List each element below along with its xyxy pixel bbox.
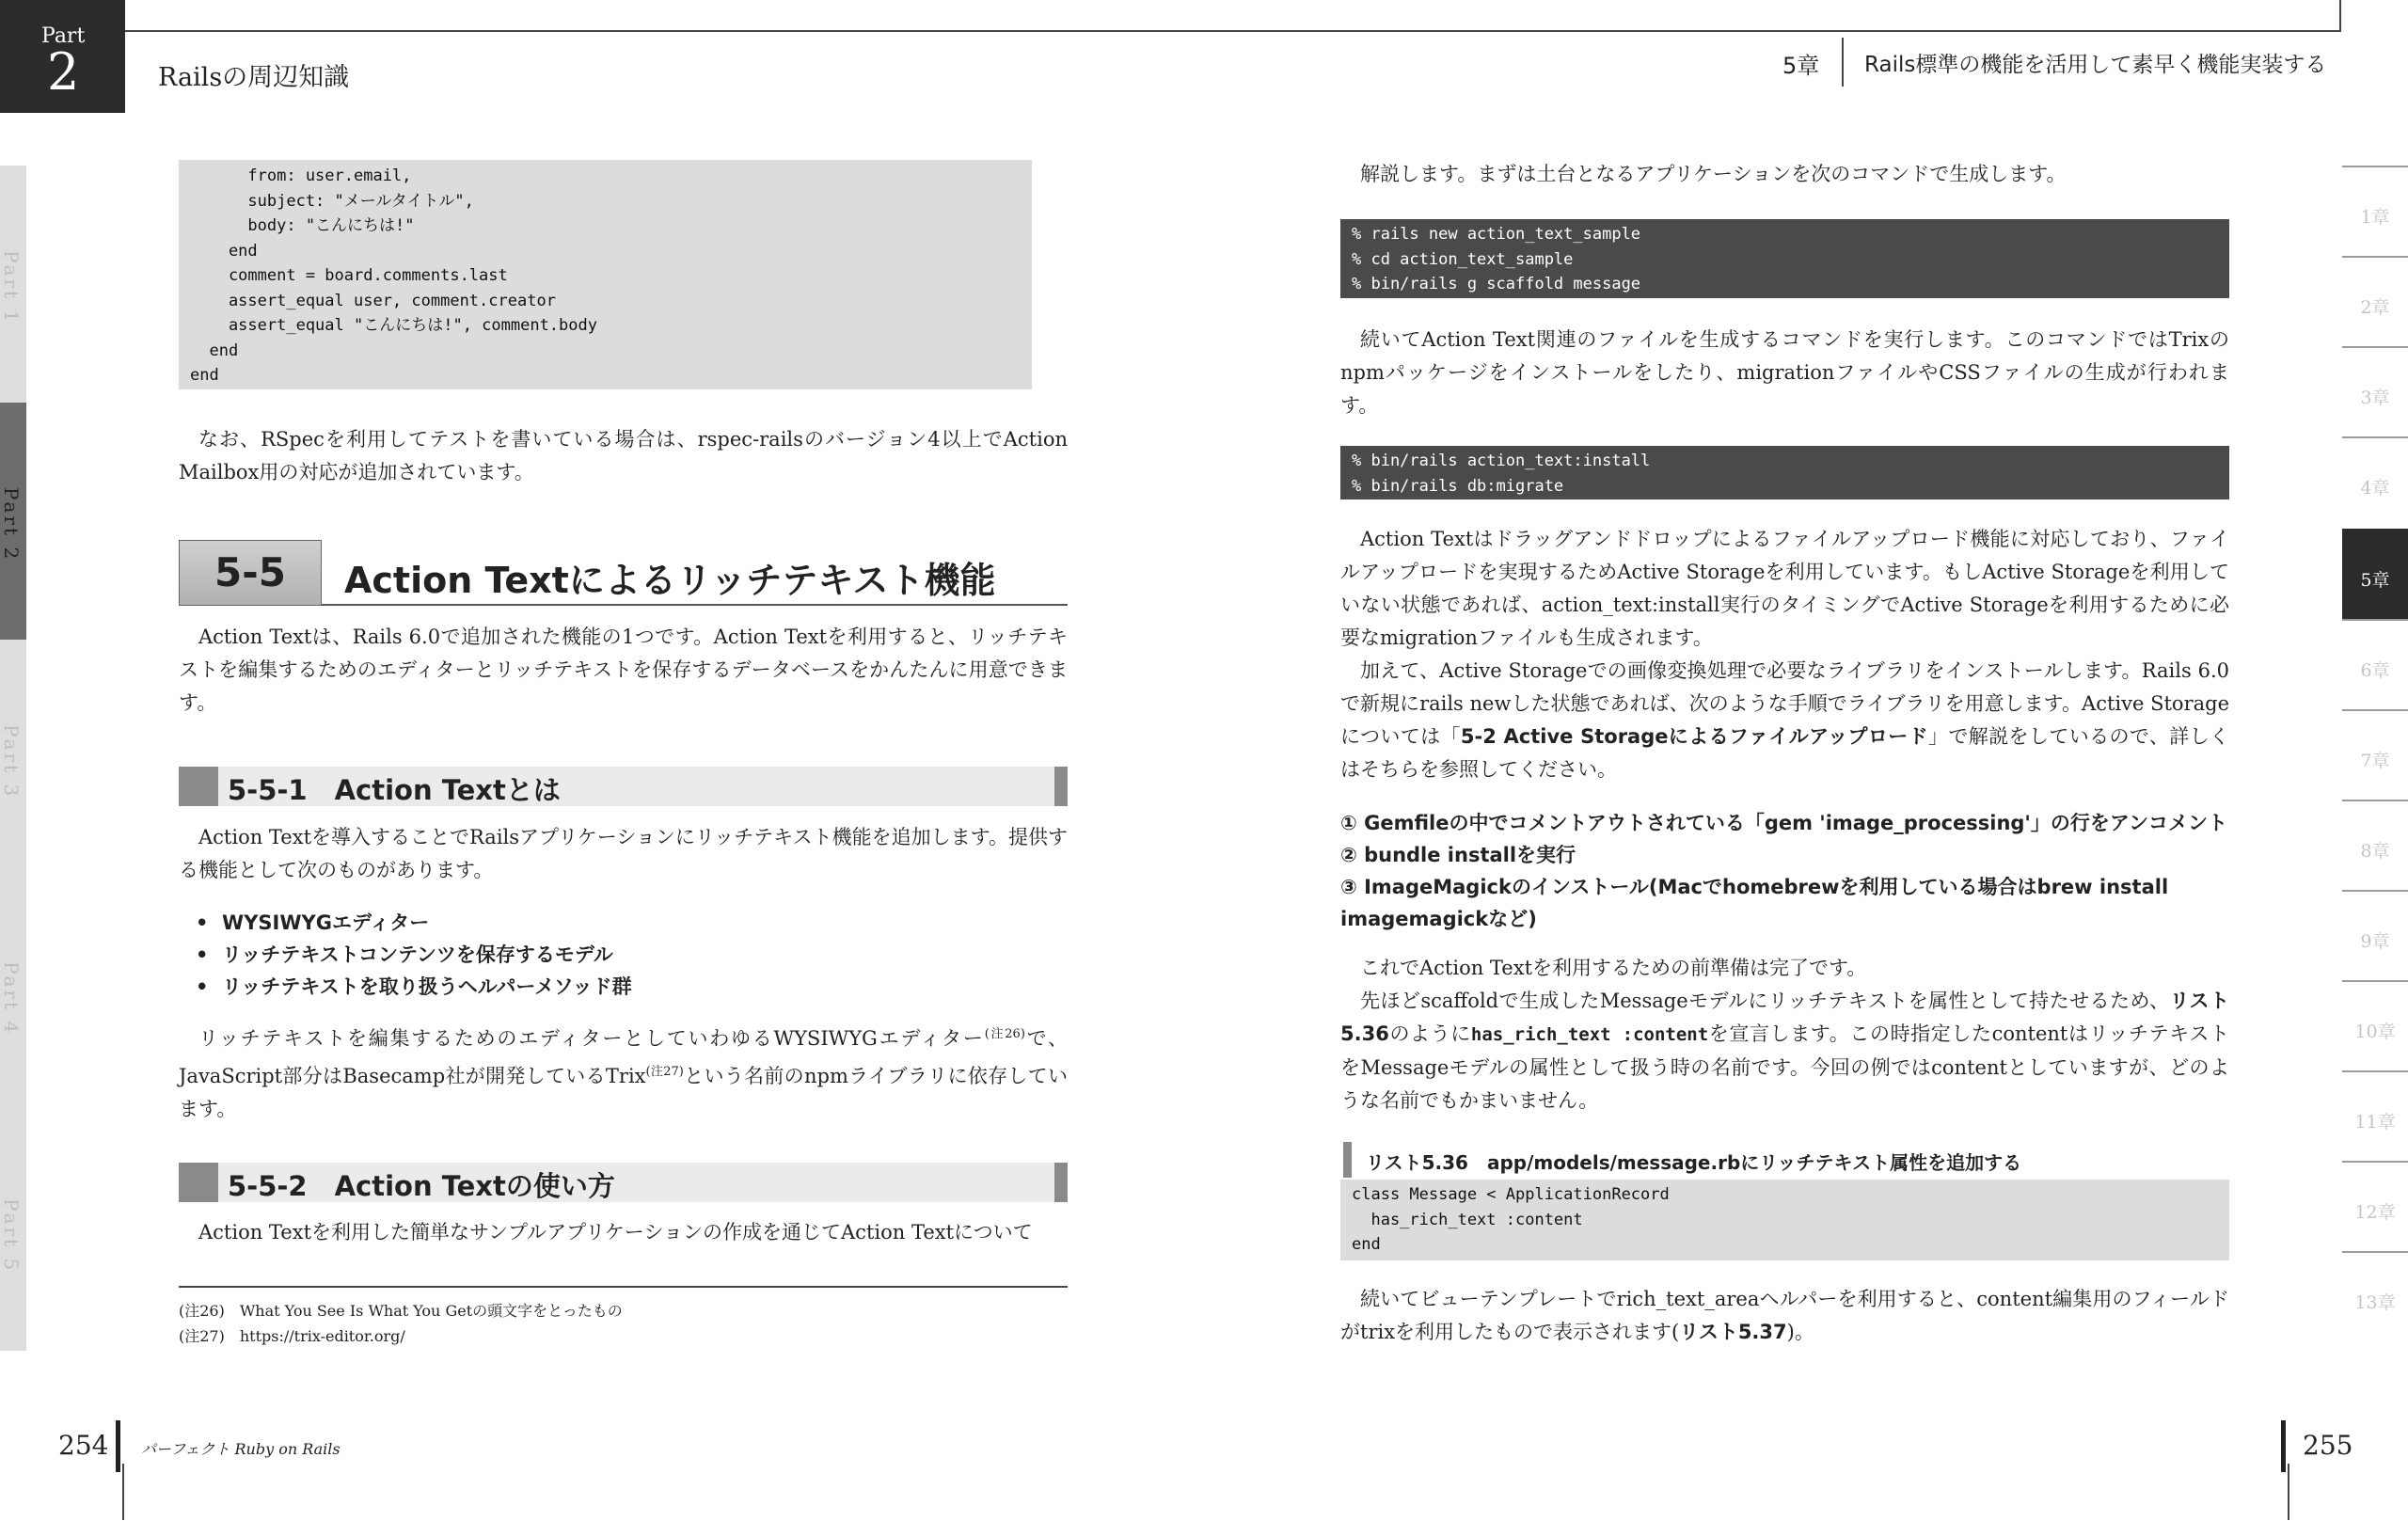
chapter-tab-label: 11章 (2354, 1112, 2396, 1133)
side-tab-label: Part 5 (0, 1198, 23, 1274)
chapter-tab-8[interactable] (2342, 800, 2408, 892)
footnote-ref[interactable]: (注26) (984, 1027, 1025, 1041)
subsection-end-marker (1054, 1163, 1068, 1202)
cross-reference[interactable]: リスト5.37 (1679, 1321, 1787, 1343)
chapter-tab-3[interactable] (2342, 346, 2408, 438)
header-separator (1842, 38, 1844, 87)
running-head-right: Rails標準の機能を活用して素早く機能実装する (1864, 53, 2327, 77)
step-item: ① Gemfileの中でコメントアウトされている「gem 'image_processing'」の行をアンコメント (1340, 812, 2228, 834)
side-tab-part-2[interactable] (0, 403, 26, 640)
command-block-install: % bin/rails action_text:install % bin/rails db:migrate (1340, 446, 2229, 499)
cross-reference[interactable]: リスト5.36 (1340, 990, 2229, 1045)
footer-bar (2281, 1420, 2286, 1472)
subsection-end-marker (1054, 767, 1068, 806)
section-number: 5-5 (214, 549, 286, 595)
side-tab-label: Part 4 (0, 961, 23, 1037)
header-rule-end (2339, 0, 2341, 32)
feature-list (196, 907, 1042, 1003)
side-tab-part-3[interactable] (0, 640, 26, 877)
chapter-tab-9[interactable] (2342, 890, 2408, 982)
subsection-title: 5-5-1 Action Textとは (228, 774, 561, 806)
paragraph-install-command: 続いてAction Text関連のファイルを生成するコマンドを実行します。このコマンドではTrixのnpmパッケージをインストールをしたり、migrationファイルやCSSファイルの生成が行われます。 (1340, 328, 2229, 417)
side-tab-part-4[interactable] (0, 877, 26, 1114)
chapter-tab-label: 4章 (2360, 478, 2390, 499)
side-tab-label: Part 3 (0, 724, 23, 800)
inline-code: has_rich_text :content (1470, 1024, 1709, 1045)
list-item-text: WYSIWYGエディター (222, 911, 430, 934)
text-run: を宣言します。この時指定したcontentはリッチテキストをMessageモデルの属性として扱う時の名前です。今回の例ではcontentとしていますが、どのような名前でもかまいません。 (1340, 1022, 2229, 1112)
side-tab-label: Part 2 (0, 487, 23, 562)
list-item-text: リッチテキストを取り扱うヘルパーメソッド群 (222, 975, 632, 998)
code-block-message-model: class Message < ApplicationRecord has_rich_text :content end (1340, 1180, 2229, 1260)
chapter-tab-4[interactable] (2342, 436, 2408, 529)
paragraph-action-text-intro: Action Textは、Rails 6.0で追加された機能の1つです。Action Textを利用すると、リッチテキストを編集するためのエディターとリッチテキストを保存するデータベースをかんたんに用意できます。 (179, 626, 1068, 714)
paragraph-trix (179, 1018, 1068, 1126)
footnote: (注26) What You See Is What You Getの頭文字をとったもの (179, 1302, 623, 1320)
list-item-text: リッチテキストコンテンツを保存するモデル (222, 943, 613, 966)
side-tab-part-1[interactable] (0, 166, 26, 403)
chapter-tab-11[interactable] (2342, 1070, 2408, 1163)
text-run: で、JavaScript部分はBasecamp社が開発しているTrix (179, 1027, 1068, 1087)
chapter-tab-7[interactable] (2342, 709, 2408, 801)
text-run: という名前のnpmライブラリに依存しています。 (179, 1065, 1068, 1120)
step-item: ③ ImageMagickのインストール(Macでhomebrewを利用している場合はbrew install imagemagickなど) (1340, 876, 2169, 930)
text-run: リッチテキストを編集するためのエディターとしていわゆるWYSIWYGエディター (198, 1027, 985, 1050)
chapter-tab-label: 13章 (2354, 1292, 2396, 1313)
paragraph-features: Action Textを導入することでRailsアプリケーションにリッチテキスト機能を追加します。提供する機能として次のものがあります。 (179, 826, 1068, 881)
list-item: • リッチテキストを取り扱うヘルパーメソッド群 (196, 975, 632, 998)
paragraph-ready: これでAction Textを利用するための前準備は完了です。 (1360, 957, 1867, 979)
listing-caption: リスト5.36 app/models/message.rbにリッチテキスト属性を追加する (1366, 1151, 2022, 1174)
chapter-tab-label: 2章 (2360, 297, 2390, 318)
part-number: 2 (47, 42, 80, 102)
chapter-tab-label: 10章 (2354, 1022, 2396, 1042)
paragraph-create-app: 解説します。まずは土台となるアプリケーションを次のコマンドで生成します。 (1360, 163, 2067, 185)
chapter-tab-label: 5章 (2360, 570, 2390, 591)
section-rule (322, 604, 1068, 606)
chapter-tab-label: 9章 (2360, 931, 2390, 952)
running-head-chapter: 5章 (1782, 53, 1820, 79)
paragraph-rspec-note: なお、RSpecを利用してテストを書いている場合は、rspec-railsのバージョン4以上でAction Mailbox用の対応が追加されています。 (179, 428, 1068, 483)
code-block-test: from: user.email, subject: "メールタイトル", body: "こんにちは!" end comment = board.comments.last assert_equal user, comment.creator assert_equal "こんにちは!", comment.body end end (179, 160, 1032, 389)
paragraph-sample-app: Action Textを利用した簡単なサンプルアプリケーションの作成を通じてAction Textについて (198, 1221, 1033, 1244)
chapter-tab-1[interactable] (2342, 166, 2408, 258)
footer-line (122, 1464, 124, 1520)
side-tab-label: Part 1 (0, 250, 23, 325)
chapter-tab-13[interactable] (2342, 1251, 2408, 1343)
subsection-heading-5-5-2 (179, 1163, 1068, 1202)
book-title: パーフェクト Ruby on Rails (141, 1440, 341, 1458)
chapter-tab-5[interactable] (2342, 529, 2408, 621)
page-number-left: 254 (58, 1430, 109, 1461)
paragraph-image-library (1340, 655, 2229, 786)
paragraph-rich-text-attr (1340, 985, 2229, 1117)
text-run: 」で解説をしているので、詳しくはそちらを参照してください。 (1340, 725, 2229, 781)
list-item: • リッチテキストコンテンツを保存するモデル (196, 943, 613, 966)
page-number-right: 255 (2303, 1430, 2353, 1461)
header-rule (125, 30, 2340, 32)
chapter-tab-12[interactable] (2342, 1161, 2408, 1253)
footnote-rule (179, 1286, 1068, 1288)
text-run: 先ほどscaffoldで生成したMessageモデルにリッチテキストを属性として持たせるため、 (1360, 990, 2170, 1012)
chapter-tab-label: 6章 (2360, 660, 2390, 681)
part-badge (0, 0, 125, 113)
chapter-tab-label: 3章 (2360, 388, 2390, 408)
footnote[interactable]: (注27) https://trix-editor.org/ (179, 1327, 405, 1345)
running-head-left: Railsの周辺知識 (158, 63, 350, 92)
chapter-tab-label: 7章 (2360, 751, 2390, 771)
command-block-new-app: % rails new action_text_sample % cd action_text_sample % bin/rails g scaffold message (1340, 219, 2229, 298)
setup-steps (1340, 807, 2229, 935)
side-tab-part-5[interactable] (0, 1114, 26, 1351)
chapter-tab-label: 12章 (2354, 1202, 2396, 1223)
chapter-tab-label: 1章 (2360, 207, 2390, 228)
text-run: 続いてビューテンプレートでrich_text_areaヘルパーを利用すると、content編集用のフィールドがtrixを利用したもので表示されます( (1340, 1288, 2229, 1343)
footer-bar (116, 1420, 120, 1472)
footnotes (179, 1298, 1068, 1349)
chapter-tab-10[interactable] (2342, 980, 2408, 1072)
subsection-title: 5-5-2 Action Textの使い方 (228, 1170, 615, 1202)
subsection-marker (179, 767, 218, 806)
step-item: ② bundle installを実行 (1340, 844, 1576, 866)
subsection-marker (179, 1163, 218, 1202)
footer-line (2288, 1464, 2289, 1520)
text-run: )。 (1786, 1321, 1814, 1343)
chapter-tab-6[interactable] (2342, 619, 2408, 711)
part-label: Part (41, 24, 86, 48)
subsection-heading-5-5-1 (179, 767, 1068, 806)
footnote-ref[interactable]: (注27) (645, 1065, 684, 1079)
chapter-tab-2[interactable] (2342, 256, 2408, 348)
chapter-tab-label: 8章 (2360, 841, 2390, 862)
text-run: 加えて、Active Storageでの画像変換処理で必要なライブラリをインストールします。Rails 6.0で新規にrails newした状態であれば、次のような手順でライブラリを用意します。Active Storageについては「 (1340, 659, 2229, 748)
paragraph-rich-text-area (1340, 1283, 2229, 1349)
list-item: • WYSIWYGエディター (196, 911, 430, 934)
section-title: Action Textによるリッチテキスト機能 (344, 560, 996, 601)
cross-reference[interactable]: 5-2 Active Storageによるファイルアップロード (1460, 725, 1929, 748)
paragraph-active-storage: Action Textはドラッグアンドドロップによるファイルアップロード機能に対応しており、ファイルアップロードを実現するためActive Storageを利用しています。もしActive Storageを利用していない状態であれば、action_text:install実行のタイミングでActive Storageを利用するために必要なmigrationファイルも生成されます。 (1340, 528, 2229, 649)
text-run: のように (1388, 1022, 1471, 1045)
listing-caption-marker (1343, 1142, 1352, 1178)
